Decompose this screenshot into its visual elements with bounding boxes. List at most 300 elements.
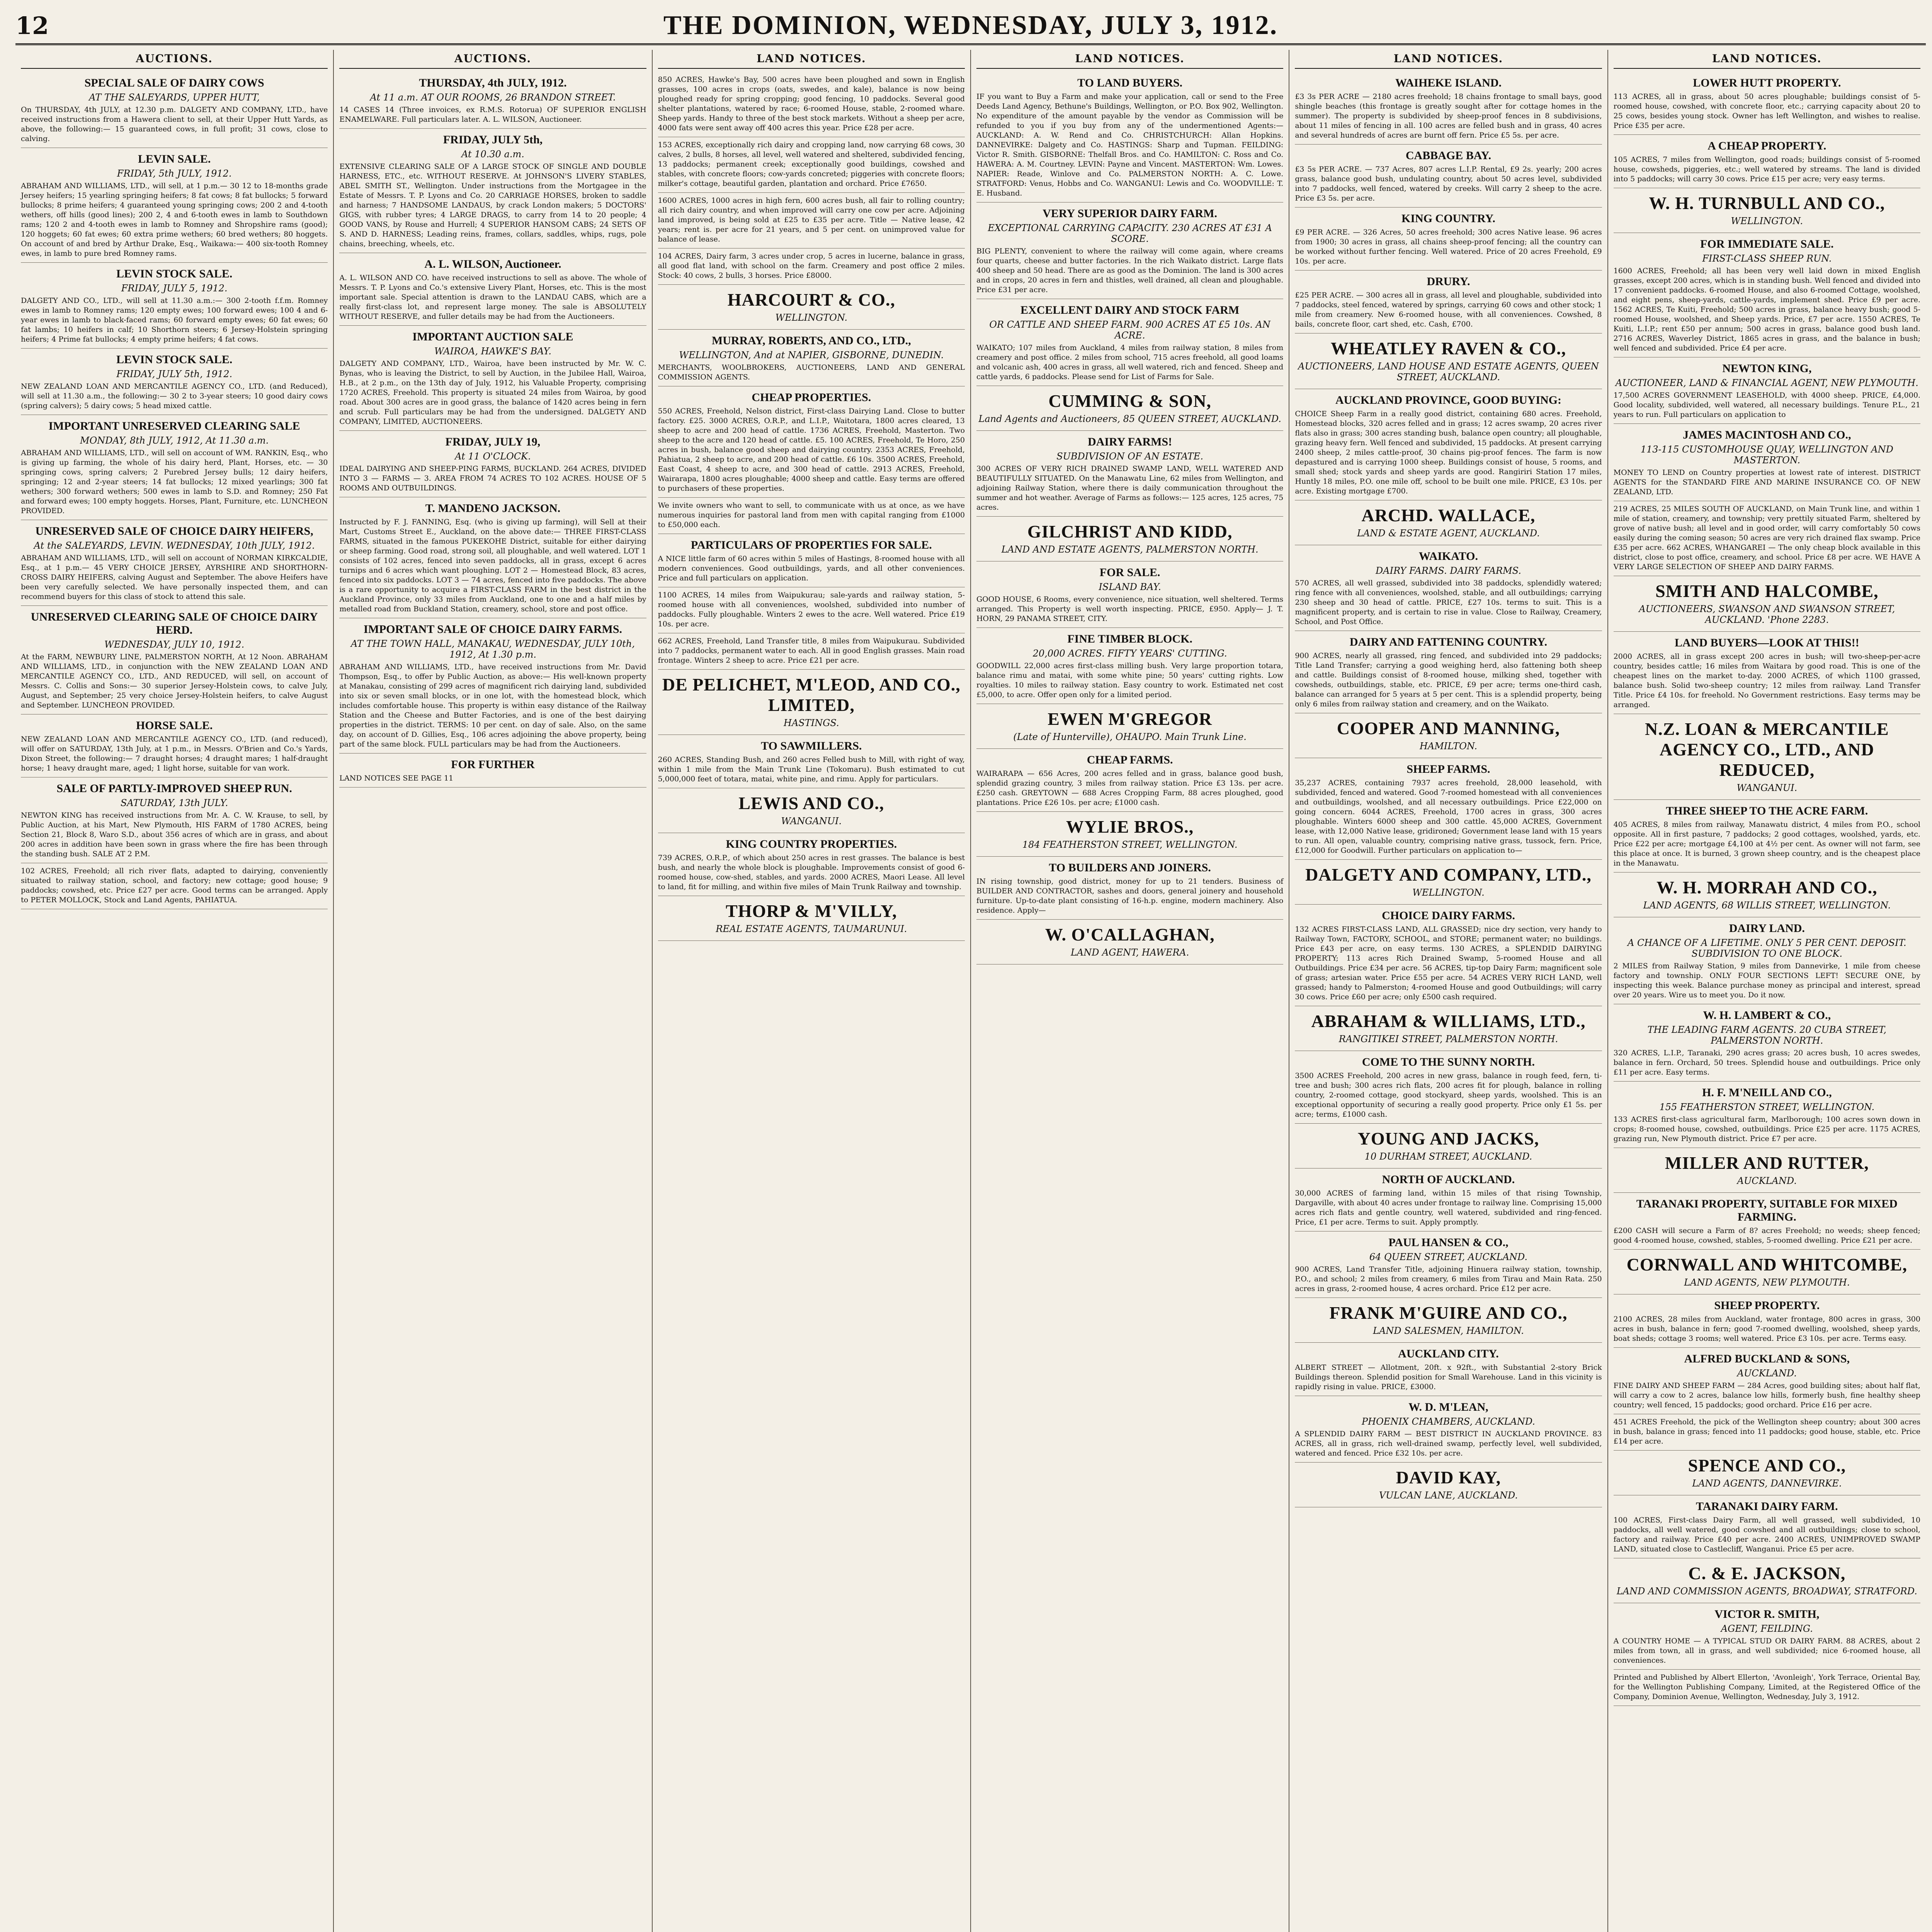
ad-body-text: At the FARM, NEWBURY LINE, PALMERSTON NORTH, At 12 Noon. ABRAHAM AND WILLIAMS, LTD., in conjunction with the NEW ZEALAND LOAN AND MERCANTILE AGENCY CO., LTD., AND REDUCED, will sell, on account of Messrs. C. Collis and Sons:— 30 superior Jersey-Holstein cows, to calve July, August, and September; 25 very choice Jersey-Holstein heifers, to calve August and September. LUNCHEON PROVIDED. [21,653,328,709]
ad-heading: COME TO THE SUNNY NORTH. [1362,1056,1535,1068]
ad-heading: SMITH AND HALCOMBE, [1655,581,1879,601]
ad-body-text: MONEY TO LEND on Country properties at lowest rate of interest. DISTRICT AGENTS for the STANDARD FIRE AND MARINE INSURANCE CO. OF NEW ZEALAND, LTD. [1613,468,1920,496]
ad-body-text: A SPLENDID DAIRY FARM — BEST DISTRICT IN AUCKLAND PROVINCE. 83 ACRES, all in grass, rich well-drained swamp, perfectly level, well subdivided, watered and fenced. Price £32 10s. per acre. [1295,1430,1602,1458]
ad-body-text: 2100 ACRES, 28 miles from Auckland, water frontage, 800 acres in grass, 300 acres in bush, balance in fern; good 7-roomed dwelling, woolshed, sheep yards, boat sheds; cottage 3 rooms; well watered. Price £3 10s. per acre. Terms easy. [1613,1315,1920,1343]
advertisement [1295,758,1602,860]
ad-heading: TO LAND BUYERS. [1077,77,1183,89]
advertisement [658,248,965,285]
masthead [15,8,1926,45]
ad-heading: NORTH OF AUCKLAND. [1382,1173,1515,1186]
ad-body-text: 30,000 ACRES of farming land, within 15 miles of that rising Township, Dargaville, with about 40 acres under frontage to railway line. Comprising 15,000 acres rich flats and gentle country, well watered, subdivided and ring-fenced. Price, £1 per acre. Terms to suit. Apply promptly. [1295,1189,1602,1226]
ad-subheading: WELLINGTON. [1731,216,1803,226]
advertisement [976,517,1283,561]
advertisement [658,386,965,498]
ad-subheading: 10 DURHAM STREET, AUCKLAND. [1364,1151,1532,1162]
advertisement [1614,72,1920,135]
ad-heading: DAIRY AND FATTENING COUNTRY. [1349,636,1548,648]
ad-heading: HORSE SALE. [136,719,213,732]
ad-body-text: 3500 ACRES Freehold, 200 acres in new grass, balance in rough feed, fern, ti-tree and bush; 300 acres rich flats, 200 acres fit for plough, balance in rolling country, 2-roomed cottage, good stockyard, sheep yards, woolshed. This is an exceptional opportunity of securing a really good property. Price only £1 5s. per acre; terms, £1000 cash. [1295,1071,1602,1119]
ad-heading: IMPORTANT SALE OF CHOICE DAIRY FARMS. [363,623,622,636]
ad-heading: FRIDAY, JULY 5th, [443,133,543,146]
ad-heading: MILLER AND RUTTER, [1665,1153,1869,1173]
ad-subheading: 155 FEATHERSTON STREET, WELLINGTON. [1659,1102,1875,1112]
advertisement [1295,500,1602,545]
column-3 [653,50,971,1932]
advertisement [1614,1193,1920,1250]
ad-body-text: EXTENSIVE CLEARING SALE OF A LARGE STOCK OF SINGLE AND DOUBLE HARNESS, ETC., etc. WITHOUT RESERVE. At JOHNSON'S LIVERY STABLES, ABEL SMITH ST., Wellington. Under instructions from the Mortgagee in the Estate of Messrs. T. P. Lyons and Co. 20 CARRIAGE HORSES, broken to saddle and harness; 7 HANDSOME LANDAUS, by crack London makers; 5 DOCTORS' GIGS, with rubber tyres; 4 LARGE DRAGS, to carry from 14 to 20 people; 4 GOOD VANS, by Rouse and Hurrell; 4 SUPERIOR HANSOM CABS; 24 SETS OF S. AND D. HARNESS; Leading reins, frames, collars, saddles, whips, rugs, pole chains, breeching, wheels, etc. [339,162,646,248]
ad-heading: SPENCE AND CO., [1688,1456,1846,1475]
ad-heading: WYLIE BROS., [1066,817,1194,837]
ad-subheading: AUCTIONEERS, SWANSON AND SWANSON STREET, AUCKLAND. 'Phone 2283. [1639,604,1895,625]
ad-body-text: £200 CASH will secure a Farm of 8? acres Freehold; no weeds; sheep fenced; good 4-roomed house, cowshed, stables, 5-roomed dwelling. Price £21 per acre. [1613,1226,1920,1245]
ad-heading: GILCHRIST AND KIDD, [1027,522,1233,541]
advertisement [1614,632,1920,714]
advertisement [1614,1294,1920,1348]
ad-body-text: 900 ACRES, Land Transfer Title, adjoining Hinuera railway station, township, P.O., and school; 2 miles from creamery, 6 miles from Tirau and Main Rata. 250 acres in grass, 2-roomed house, 4 acres orchard. Price £12 per acre. [1295,1265,1602,1293]
ad-subheading: LAND AND COMMISSION AGENTS, BROADWAY, STRATFORD. [1616,1586,1917,1597]
advertisement [1295,545,1602,631]
ad-subheading: LAND & ESTATE AGENT, AUCKLAND. [1357,528,1540,539]
ad-heading: FOR IMMEDIATE SALE. [1700,238,1834,250]
ad-subheading: AGENT, FEILDING. [1721,1623,1813,1634]
advertisement [1295,145,1602,207]
ad-body-text: £3 3s PER ACRE — 2180 acres freehold; 18 chains frontage to small bays, good shingle beaches (this frontage is greatly sought after for cottage homes in the summer). The property is subdivided by sheep-proof fences in 8 subdivisions, about 11 miles of fencing in all. 100 acres are felled bush and in grass, 40 acres and several hundreds of acres are burnt off fern. Price £5 5s. per acre. [1295,92,1602,139]
advertisement [658,330,965,386]
advertisement [1614,1250,1920,1294]
advertisement [658,587,965,633]
ad-heading: LEVIN SALE. [138,153,211,165]
advertisement [21,263,328,349]
ad-heading: KING COUNTRY. [1401,212,1495,225]
advertisement [1614,1603,1920,1670]
advertisement [976,386,1283,431]
ad-subheading: LAND AGENTS, NEW PLYMOUTH. [1684,1277,1850,1288]
ad-subheading: HASTINGS. [784,718,839,728]
advertisement [339,253,646,326]
advertisement [339,618,646,753]
advertisement [339,72,646,129]
ad-body-text: 1600 ACRES, Freehold; all has been very well laid down in mixed English grasses, except 200 acres, which is in standing bush. Well fenced and divided into 17 convenient paddocks. 6-roomed House, and also 6-roomed Cottage, woolshed, and eight pens, sheep-yards, cattle-yards, implement shed. Price £9 per acre. 1562 ACRES, Te Kuiti, Freehold; 500 acres in grass, balance heavy bush; good 5-roomed House, woolshed, and Sheep yards. Price, £7 per acre. 1550 ACRES, Te Kuiti, L.I.P.; rent £50 per annum; 500 acres in grass, balance good bush land. 2716 ACRES, Waverley District, 1865 acres in grass, and the balance in bush; well fenced and subdivided. Price £4 per acre. [1613,267,1920,352]
advertisement [1295,1298,1602,1343]
ad-body-text: 17,500 ACRES GOVERNMENT LEASEHOLD, with 4000 sheep. PRICE, £4,000. Good locality, subdivided, well watered, all necessary buildings. Tenure P.L., 21 years to run. Full particulars on application to [1613,391,1920,419]
ad-body-text: £3 5s PER ACRE. — 737 Acres, 807 acres L.I.P. Rental, £9 2s. yearly; 200 acres grass, balance good bush, undulating country, about 50 acres level, subdivided into 7 paddocks, well fenced, watered by creeks. Will carry 2 sheep to the acre. Price £3 5s. per acre. [1295,165,1602,202]
ad-body-text: 451 ACRES Freehold, the pick of the Wellington sheep country; about 300 acres in bush, balance in grass; fenced into 11 paddocks; good house, stable, etc. Price £14 per acre. [1613,1418,1920,1446]
ad-heading: THORP & M'VILLY, [726,901,897,921]
advertisement [658,137,965,193]
advertisement [976,857,1283,920]
ad-body-text: ABRAHAM AND WILLIAMS, LTD., will sell on account of NORMAN KIRKCALDIE, Esq., at 1 p.m.— 45 VERY CHOICE JERSEY, AYRSHIRE AND SHORTHORN-CROSS DAIRY HEIFERS, calving August and September. The above Heifers have been very carefully selected. We have personally inspected them, and can recommend buyers for this class of stock to attend this sale. [21,554,328,601]
advertisement [976,704,1283,749]
ad-heading: DE PELICHET, M'LEOD, AND CO., LIMITED, [662,675,961,715]
ad-body-text: On THURSDAY, 4th JULY, at 12.30 p.m. DALGETY AND COMPANY, LTD., have received instructions from a Hawera client to sell, at their Upper Hutt Yards, as above, the following:— 15 guaranteed cows, in full profit; 31 cows, close to calving. [21,105,328,143]
ad-body-text: CHOICE Sheep Farm in a really good district, containing 680 acres. Freehold, Homestead blocks, 320 acres felled and in grass; 12 acres swamp, 20 acres river flats also in grass; 300 acres standing bush, balance open country; all ploughable, grazing heavy fern. Well fenced and subdivided, 15 paddocks. At present carrying 2400 sheep, 2 miles cattle-proof, 30 chains pig-proof fences. The farm is now depastured and is carrying 1000 sheep. Buildings consist of house, 5 rooms, and small shed; stock yards and sheep yards are good. Rangiriri Station 17 miles, Huntly 18 miles, P.O. one mile off, school to be built one mile. PRICE, £3 10s. per acre. Existing mortgage £700. [1295,410,1602,495]
advertisement [658,896,965,941]
advertisement [976,920,1283,964]
ad-subheading: 184 FEATHERSTON STREET, WELLINGTON. [1022,839,1238,850]
ad-body-text: Printed and Published by Albert Ellerton, 'Avonleigh', York Terrace, Oriental Bay, for the Wellington Publishing Company, Limited, at the Registered Office of the Company, Dominion Avenue, Wellington, Wednesday, July 3, 1912. [1613,1673,1920,1701]
ad-heading: EXCELLENT DAIRY AND STOCK FARM [1020,304,1240,316]
ad-subheading: SUBDIVISION OF AN ESTATE. [1056,451,1204,462]
advertisement [21,520,328,606]
column-header: LAND NOTICES. [658,50,965,69]
ad-subheading: WAIROA, HAWKE'S BAY. [434,346,552,357]
ad-heading: DAIRY FARMS! [1088,435,1172,448]
ad-heading: DALGETY AND COMPANY, LTD., [1305,865,1592,884]
advertisement [976,431,1283,517]
ad-heading: LEWIS AND CO., [738,793,884,813]
ad-body-text: A COUNTRY HOME — A TYPICAL STUD OR DAIRY FARM. 88 ACRES, about 2 miles from town, all in grass, and well subdivided; nice 6-roomed house, all conveniences. [1613,1637,1920,1665]
ad-subheading: AUCKLAND. [1737,1368,1797,1379]
column-1 [15,50,334,1932]
ad-subheading: FRIDAY, JULY 5, 1912. [121,283,228,294]
ad-body-text: LAND NOTICES SEE PAGE 11 [339,774,454,782]
advertisement [1614,1004,1920,1082]
ad-body-text: IF you want to Buy a Farm and make your application, call or send to the Free Deeds Land Agency, Bethune's Buildings, Wellington, or P.O. Box 902, Wellington. No expenditure of the amount payable by the vendor as Commission will be refunded to you if you buy from any of the undermentioned Agents:— AUCKLAND: A. W. Rend and Co. CHRISTCHURCH: Allan Hopkins. DANNEVIRKE: Dalgety and Co. HASTINGS: Sharp and Tupman. FEILDING: Victor R. Smith. GISBORNE: Thelfall Bros. and Co. HAMILTON: C. Ross and Co. HAWERA: A. M. Courtney. LEVIN: Payne and Vincent. MASTERTON: Wm. Lowes. NAPIER: Reade, Winlove and Co. PALMERSTON NORTH: A. C. Lowe. STRATFORD: Venus, Hobbs and Co. WANGANUI: Lewis and Co. WOODVILLE: T. E. Husband. [976,92,1284,197]
ad-heading: EWEN M'GREGOR [1048,709,1213,729]
ad-body-text: 219 ACRES, 25 MILES SOUTH OF AUCKLAND, on Main Trunk line, and within 1 mile of station, creamery, and township; very prettily situated Farm, sheltered by grove of native bush; all level and in good order, will carry comfortably 50 cows easily during the coming season; 50 acres are very rich drained flax swamp. Price £35 per acre. 662 ACRES, WHANGAREI — The only cheap block available in this district, close to post office, creamery, and school. Price £8 per acre. WE HAVE A VERY LARGE SELECTION OF SHEEP AND DAIRY FARMS. [1613,505,1920,571]
ad-subheading: FRIDAY, 5th JULY, 1912. [117,168,232,179]
advertisement [1295,72,1602,145]
advertisement [1614,1558,1920,1603]
ad-body-text: BIG PLENTY, convenient to where the railway will come again, where creams four quarts, cheese and butter factories. In the rich Waikato district. Large flats 400 sheep and 50 head. There are as good as the Dominion. The land is 300 acres and in crops, 20 acres in fern and thistles, well drained, all clean and ploughable. Price £31 per acre. [976,247,1284,294]
advertisement [1295,713,1602,758]
advertisement [1614,1082,1920,1148]
ad-subheading: EXCEPTIONAL CARRYING CAPACITY. 230 ACRES AT £31 A SCORE. [988,223,1272,244]
ad-body-text: 14 CASES 14 (Three invoices, ex R.M.S. Rotorua) OF SUPERIOR ENGLISH ENAMELWARE. Full particulars later. A. L. WILSON, Auctioneer. [339,105,646,124]
ad-subheading: WEDNESDAY, JULY 10, 1912. [104,639,245,650]
ad-subheading: RANGITIKEI STREET, PALMERSTON NORTH. [1338,1034,1558,1044]
advertisement [658,498,965,534]
advertisement [339,129,646,253]
ad-body-text: 260 ACRES, Standing Bush, and 260 acres Felled bush to Mill, with right of way, within 1 mile from the Main Trunk Line (Tokomaru). Bush estimated to cut 5,000,000 feet of totara, matai, white pine, and rimu. Apply for particulars. [658,755,965,783]
ad-subheading: FIRST-CLASS SHEEP RUN. [1702,253,1832,264]
ad-body-text: 105 ACRES, 7 miles from Wellington, good roads; buildings consist of 5-roomed house, cowsheds, piggeries, etc.; well watered by streams. The land is divided into 5 paddocks; will carry 30 cows. Price £15 per acre; very easy terms. [1613,155,1920,183]
advertisement [1614,1148,1920,1193]
advertisement [976,202,1283,299]
ad-body-text: WAIKATO; 107 miles from Auckland, 4 miles from railway station, 8 miles from creamery and post office. 2 miles from school, 715 acres freehold, all good loams and volcanic ash, 400 acres in grass, all well watered, rich and fenced. Sheep and cattle yards, 6 paddocks. Please send for List of Farms for Sale. [976,344,1284,381]
ad-body-text: NEWTON KING has received instructions from Mr. A. C. W. Krause, to sell, by Public Auction, at his Mart, New Plymouth, HIS FARM of 1780 ACRES, being Section 21, Block 8, Waro S.D., about 356 acres of which are in grass, and about 200 acres in addition have been sown in grass where the fire has been through the standing bush. SALE AT 2 P.M. [21,811,328,858]
ad-heading: TO SAWMILLERS. [761,740,862,752]
ad-heading: CUMMING & SON, [1048,391,1211,411]
ad-body-text: We invite owners who want to sell, to communicate with us at once, as we have numerous inquiries for pastoral land from men with capital ranging from £1000 to £50,000 each. [658,501,965,529]
column-header: LAND NOTICES. [1295,50,1602,69]
ad-subheading: ISLAND BAY. [1099,582,1161,592]
advertisement [976,561,1283,628]
ad-subheading: At 11 a.m. AT OUR ROOMS, 26 BRANDON STREET. [370,92,616,103]
column-header: LAND NOTICES. [976,50,1283,69]
ad-body-text: 153 ACRES, exceptionally rich dairy and cropping land, now carrying 68 cows, 30 calves, 2 bulls, 8 horses, all level, well watered and sheltered, subdivided fencing, 13 paddocks; permanent creek; exceptionally good buildings, cowshed and stables, with concrete floors; cow-yards concreted; piggeries with concrete floors; milker's cottage, beautiful garden, plantation and orchard. Price £7650. [658,141,965,188]
ad-subheading: AT THE SALEYARDS, UPPER HUTT, [89,92,260,103]
ad-subheading: DAIRY FARMS. DAIRY FARMS. [1376,565,1521,576]
column-header: AUCTIONS. [339,50,646,69]
advertisement [1295,1168,1602,1231]
advertisement [1614,135,1920,188]
advertisement [1614,1451,1920,1495]
ad-subheading: WELLINGTON. [775,312,848,323]
ad-body-text: A NICE little farm of 60 acres within 5 miles of Hastings, 8-roomed house with all modern conveniences. Good outbuildings, yards, and all other conveniences. Price and full particulars on application. [658,554,965,582]
advertisement [658,788,965,833]
ad-subheading: REAL ESTATE AGENTS, TAUMARUNUI. [716,923,907,934]
ad-body-text: NEW ZEALAND LOAN AND MERCANTILE AGENCY CO., LTD. (and reduced), will offer on SATURDAY, 13th July, at 1 p.m., in Messrs. O'Brien and Co.'s Yards, Dixon Street, the following:— 7 draught horses; 4 draught mares; 1 half-draught horse; 1 heavy draught mare, aged; 1 light horse, suitable for van work. [21,735,328,772]
ad-body-text: 113 ACRES, all in grass, about 50 acres ploughable; buildings consist of 5-roomed house, cowshed, with concrete floor, etc.; carrying capacity about 20 to 25 cows, besides young stock. Owner has left Wellington, and wishes to realise. Price £35 per acre. [1613,92,1920,130]
newspaper-title: THE DOMINION, WEDNESDAY, JULY 3, 1912. [663,10,1278,40]
ad-heading: LAND BUYERS—LOOK AT THIS!! [1674,636,1859,649]
ad-heading: SHEEP PROPERTY. [1714,1299,1820,1312]
ad-subheading: AUCTIONEERS, LAND HOUSE AND ESTATE AGENTS, QUEEN STREET, AUCKLAND. [1298,361,1599,383]
advertisement [1614,501,1920,576]
advertisement [658,193,965,248]
ad-body-text: 2000 ACRES, all in grass except 200 acres in bush; will two-sheep-per-acre country, besides cattle; 16 miles from Waitara by good road. This is one of the cheapest lines on the market to-day. 2000 ACRES, of which 1100 grassed, balance bush. Solid two-sheep country; 12 miles from railway. Land Transfer Title. Price £4 10s. for freehold. No Government restrictions. Easy terms may be arranged. [1613,652,1920,709]
ad-subheading: 113-115 CUSTOMHOUSE QUAY, WELLINGTON AND MASTERTON. [1640,444,1893,466]
advertisement [976,72,1283,202]
ad-subheading: LAND AND ESTATE AGENTS, PALMERSTON NORTH. [1001,544,1259,555]
advertisement [658,72,965,137]
advertisement [21,777,328,863]
ad-heading: TO BUILDERS AND JOINERS. [1049,861,1211,874]
ad-heading: FOR SALE. [1099,566,1160,579]
ad-subheading: LAND AGENTS, 68 WILLIS STREET, WELLINGTON. [1643,900,1891,911]
ad-body-text: WAIRARAPA — 656 Acres, 200 acres felled and in grass, balance good bush, splendid grazing country, 3 miles from railway station. Price £3 13s. per acre. £250 cash. GREYTOWN — 688 Acres Cropping Farm, 88 acres ploughed, good plantations. Price £26 10s. per acre; £1000 cash. [976,769,1284,807]
advertisement [976,299,1283,386]
ad-heading: KING COUNTRY PROPERTIES. [726,838,897,850]
ad-heading: IMPORTANT UNRESERVED CLEARING SALE [48,420,300,432]
ad-heading: CORNWALL AND WHITCOMBE, [1626,1255,1907,1274]
advertisement [1614,188,1920,233]
advertisement [1295,1231,1602,1298]
ad-heading: W. H. TURNBULL AND CO., [1649,193,1885,213]
advertisement [976,812,1283,857]
ad-heading: AUCKLAND PROVINCE, GOOD BUYING: [1335,394,1561,406]
ad-heading: CABBAGE BAY. [1405,149,1492,162]
ad-body-text: 1600 ACRES, 1000 acres in high fern, 600 acres bush, all fair to rolling country; all rich dairy country, and when improved will carry one cow per acre. Adjoining land improved, is being sold at £25 to £35 per acre. Title — Native lease, 42 years; rent is. per acre for 21 years, and 5 per cent. on unimproved value for balance of lease. [658,196,965,243]
ad-body-text: DALGETY AND COMPANY, LTD., Wairoa, have been instructed by Mr. W. C. Bynas, who is leaving the District, to sell by Auction, in the Jubilee Hall, Wairoa, H.B., at 2 p.m., on the 13th day of July, 1912, his Valuable Property, comprising 1720 ACRES, Freehold. This property is situated 24 miles from Wairoa, by good road. About 300 acres are in good grass, the balance of 1420 acres being in fern and scrub. Full particulars may be had from the undersigned. DALGETY AND COMPANY, LIMITED, AUCTIONEERS. [339,359,646,426]
ad-heading: FINE TIMBER BLOCK. [1067,633,1192,645]
advertisement [1614,872,1920,917]
ad-heading: HARCOURT & CO., [727,290,895,310]
ad-subheading: MONDAY, 8th JULY, 1912, At 11.30 a.m. [80,435,269,446]
ad-subheading: SATURDAY, 13th JULY. [121,798,228,808]
ad-subheading: THE LEADING FARM AGENTS. 20 CUBA STREET, PALMERSTON NORTH. [1647,1024,1887,1046]
ad-body-text: ABRAHAM AND WILLIAMS, LTD., will sell, at 1 p.m.— 30 12 to 18-months grade Jersey heifers; 15 yearling springing heifers; 8 fat cows; 8 fat bullocks; 5 forward bullocks; 8 prime heifers; 4 guaranteed young springing cows; 200 2 and 4-tooth wethers, off hills (good lines); 200 2, 4 and 6-tooth ewes in lamb to Southdown rams; 120 2 and 4-tooth ewes in lamb to Romney and Shropshire rams (good); 120 hoggets; 60 fat ewes; 60 extra prime wethers; 60 bred wethers; 80 hoggets. On account of and bred by Arthur Drake, Esq., Waikawa:— 400 six-tooth Romney ewes, in lamb to pure bred Romney rams. [21,182,328,258]
ad-heading: A CHEAP PROPERTY. [1708,139,1827,152]
ad-body-text: 132 ACRES FIRST-CLASS LAND, ALL GRASSED; nice dry section, very handy to Railway Town, FACTORY, SCHOOL, and STORE; permanent water; no buildings. Price £43 per acre, on easy terms. 130 ACRES, a SPLENDID DAIRYING PROPERTY; 113 acres Rich Drained Swamp, 5-roomed House and all Outbuildings. Price £34 per acre. 56 ACRES, tip-top Dairy Farm; magnificent sole of grass; artesian water. Price £55 per acre. 54 ACRES VERY RICH LAND, well grassed; handy to Palmerston; 4-roomed House and good Outbuildings; will carry 30 cows. Price £60 per acre; only £500 cash required. [1295,925,1602,1001]
ad-heading: CHOICE DAIRY FARMS. [1382,909,1515,922]
advertisement [21,606,328,714]
ad-heading: TARANAKI DAIRY FARM. [1696,1500,1838,1513]
column-5 [1289,50,1608,1932]
advertisement [1295,1124,1602,1168]
ad-subheading: WELLINGTON. [1412,887,1485,898]
ad-subheading: AT THE TOWN HALL, MANAKAU, WEDNESDAY, JULY 10th, 1912, At 1.30 p.m. [351,638,635,660]
advertisement [1295,905,1602,1006]
advertisement [21,349,328,415]
ad-heading: CHEAP FARMS. [1087,753,1173,766]
ad-heading: SPECIAL SALE OF DAIRY COWS [84,77,264,89]
ad-heading: WAIKATO. [1418,550,1478,563]
ad-heading: T. MANDENO JACKSON. [425,502,561,515]
ad-body-text: £25 PER ACRE. — 300 acres all in grass, all level and ploughable, subdivided into 7 paddocks, steel fenced, watered by springs, carrying 60 cows and other stock; 1 mile from creamery. New 6-roomed house, with all conveniences. Cowshed, 8 bails, concrete floor, cart shed, etc. Cash, £700. [1295,291,1602,328]
advertisement [339,326,646,431]
advertisement [976,749,1283,812]
advertisement [21,148,328,263]
advertisement [1295,1396,1602,1463]
ad-subheading: (Late of Hunterville), OHAUPO. Main Trunk Line. [1013,731,1247,742]
ad-body-text: 662 ACRES, Freehold, Land Transfer title, 8 miles from Waipukurau. Subdivided into 7 paddocks, permanent water to each. All in good English grasses. Main road frontage. Winters 2 sheep to acre. Price £21 per acre. [658,637,965,665]
advertisement [1295,631,1602,713]
advertisement [1295,1343,1602,1396]
advertisement [976,628,1283,704]
ad-heading: NEWTON KING, [1722,362,1812,375]
column-2 [334,50,652,1932]
advertisement [658,833,965,896]
advertisement [1295,1051,1602,1124]
advertisement [658,633,965,670]
ad-heading: TARANAKI PROPERTY, SUITABLE FOR MIXED FARMING. [1636,1197,1898,1223]
advertisement [1614,1670,1920,1706]
ad-body-text: 405 ACRES, 8 miles from railway, Manawatu district, 4 miles from P.O., school opposite. All in first pasture, 7 paddocks; 2 good cottages, woolshed, yards, etc. Price £22 per acre; mortgage £4,100 at 4½ per cent. As owner will not farm, see this place at once. It is burned, 3 grown sheep country, and is the cheapest place in the Manawatu. [1613,820,1920,867]
ad-subheading: At 11 O'CLOCK. [455,451,531,462]
advertisement [21,863,328,909]
ad-subheading: At 10.30 a.m. [461,149,524,160]
ad-heading: JAMES MACINTOSH AND CO., [1683,429,1851,441]
ad-heading: CHEAP PROPERTIES. [752,391,871,404]
advertisement [1295,1006,1602,1051]
advertisement [21,714,328,777]
ad-body-text: FINE DAIRY AND SHEEP FARM — 284 Acres, good building sites; about half flat, will carry a cow to 2 acres, balance low hills, formerly bush, fine healthy sheep country; well fenced, 15 paddocks; good orchard. Price £16 per acre. [1613,1381,1920,1409]
ad-heading: LEVIN STOCK SALE. [116,353,233,366]
ad-heading: ABRAHAM & WILLIAMS, LTD., [1311,1011,1586,1031]
ad-body-text: 320 ACRES, L.I.P., Taranaki, 290 acres grass; 20 acres bush, 10 acres swedes, balance in fern. Orchard, 50 trees. Splendid house and outbuildings. Price only £11 per acre. Easy terms. [1613,1049,1920,1077]
ad-body-text: IDEAL DAIRYING AND SHEEP-PING FARMS, BUCKLAND. 264 ACRES, DIVIDED INTO 3 — FARMS — 3. AREA FROM 74 ACRES TO 102 ACRES. HOUSE OF 5 ROOMS AND OUTBUILDINGS. [339,464,646,492]
ad-subheading: AUCKLAND. [1737,1175,1797,1186]
ad-subheading: A CHANCE OF A LIFETIME. ONLY 5 PER CENT. DEPOSIT. SUBDIVISION TO ONE BLOCK. [1628,937,1906,959]
column-header: AUCTIONS. [21,50,328,69]
ad-subheading: VULCAN LANE, AUCKLAND. [1379,1490,1518,1501]
ad-subheading: HAMILTON. [1419,741,1478,752]
ad-heading: SHEEP FARMS. [1406,763,1490,776]
ad-heading: YOUNG AND JACKS, [1357,1129,1539,1148]
advertisement [658,534,965,587]
ad-heading: IMPORTANT AUCTION SALE [412,330,573,343]
ad-body-text: GOOD HOUSE, 6 Rooms, every convenience, nice situation, well sheltered. Terms arranged. This Property is well worth inspecting. PRICE, £950. Apply— J. T. HORN, 29 PANAMA STREET, CITY. [976,595,1284,623]
ad-heading: W. H. MORRAH AND CO., [1656,878,1878,897]
ad-body-text: 1100 ACRES, 14 miles from Waipukurau; sale-yards and railway station, 5-roomed house with all conveniences, woolshed, subdivided into number of paddocks. Fully ploughable. Winters 2 ewes to the acre. Well watered. Price £19 10s. per acre. [658,591,965,628]
ad-heading: VICTOR R. SMITH, [1714,1608,1820,1621]
ad-heading: W. H. LAMBERT & CO., [1703,1009,1831,1022]
ad-heading: VERY SUPERIOR DAIRY FARM. [1043,207,1218,220]
ad-heading: DRURY. [1427,275,1470,288]
ad-heading: C. & E. JACKSON, [1688,1563,1846,1583]
ad-body-text: NEW ZEALAND LOAN AND MERCANTILE AGENCY CO., LTD. (and Reduced), will sell at 11.30 a.m., the following:— 30 2 to 3-year steers; 10 good dairy cows (spring calvers); 5 dairy cows; 5 head mixed cattle. [21,382,328,410]
advertisement [339,497,646,618]
ad-heading: SALE OF PARTLY-IMPROVED SHEEP RUN. [56,782,292,795]
advertisement [1614,424,1920,501]
ad-heading: UNRESERVED SALE OF CHOICE DAIRY HEIFERS, [35,525,313,537]
ad-heading: PAUL HANSEN & CO., [1388,1236,1509,1249]
ad-subheading: WELLINGTON, And at NAPIER, GISBORNE, DUNEDIN. [679,350,944,361]
ad-heading: LEVIN STOCK SALE. [116,267,233,280]
ad-heading: AUCKLAND CITY. [1398,1347,1499,1360]
ad-heading: THREE SHEEP TO THE ACRE FARM. [1666,804,1868,817]
ad-subheading: AUCTIONEER, LAND & FINANCIAL AGENT, NEW PLYMOUTH. [1615,378,1918,388]
advertisement [1295,207,1602,270]
ad-subheading: LAND SALESMEN, HAMILTON. [1373,1325,1524,1336]
ad-heading: WHEATLEY RAVEN & CO., [1330,338,1566,358]
advertisement [658,285,965,330]
advertisement [1295,860,1602,905]
ad-body-text: ALBERT STREET — Allotment, 20ft. x 92ft., with Substantial 2-story Brick Buildings thereon. Splendid position for Small Warehouse. Land in this vicinity is rapidly rising in value. PRICE, £3000. [1295,1363,1602,1391]
ad-heading: H. F. M'NEILL AND CO., [1702,1086,1832,1099]
ad-body-text: 2 MILES from Railway Station, 9 miles from Dannevirke, 1 mile from cheese factory and township. ONLY FOUR SECTIONS LEFT! SECURE ONE, by inspecting this week. Balance purchase money as principal and interest, spread over 20 years. Wire us to meet you. Do it now. [1613,962,1920,999]
ad-heading: UNRESERVED CLEARING SALE OF CHOICE DAIRY HERD. [31,611,318,636]
ad-heading: LOWER HUTT PROPERTY. [1693,77,1841,89]
advertisement [1614,1414,1920,1451]
ad-subheading: LAND AGENTS, DANNEVIRKE. [1692,1478,1842,1489]
ad-heading: W. D. M'LEAN, [1408,1401,1488,1413]
advertisement [1614,233,1920,357]
ad-subheading: FRIDAY, JULY 5th, 1912. [116,369,233,379]
ad-heading: WAIHEKE ISLAND. [1395,77,1502,89]
advertisement [1614,1495,1920,1558]
ad-body-text: ABRAHAM AND WILLIAMS, LTD., will sell on account of WM. RANKIN, Esq., who is giving up farming, the whole of his dairy herd, Plant, Horses, etc. — 30 springing cows, spring calvers; 2 Purebred Jersey bulls; 12 dairy heifers, springing; 12 and 2-year steers; 14 fat bullocks; 12 mixed yearlings; 300 fat wethers; 300 forward wethers; 500 ewes in lamb to S.D. and Romney; 250 Fat and forward ewes; 100 empty hoggets. Horses, Plant, Furniture, etc. LUNCHEON PROVIDED. [21,449,328,515]
advertisement [1614,357,1920,424]
ad-body-text: 739 ACRES, O.R.P., of which about 250 acres in rest grasses. The balance is best bush, and nearly the whole block is ploughable. Improvements consist of good 6-roomed house, cow-shed, stables, and yards. 2000 ACRES, Maori Lease. All level to land, fit for milling, and within five miles of Main Trunk Railway and township. [658,854,965,891]
ad-heading: FOR FURTHER [451,758,535,771]
ad-heading: DAVID KAY, [1396,1468,1501,1487]
advertisement [1295,270,1602,333]
ad-body-text: IN rising township, good district, money for up to 21 tenders. Business of BUILDER AND CONTRACTOR, sashes and doors, general joinery and household furniture. Up-to-date plant consisting of 16-h.p. engine, modern machinery. Also residence. Apply— [976,877,1284,915]
ad-heading: W. O'CALLAGHAN, [1045,925,1215,944]
ad-heading: THURSDAY, 4th JULY, 1912. [419,77,567,89]
columns-container [15,50,1926,1932]
ad-body-text: A. L. WILSON AND CO. have received instructions to sell as above. The whole of Messrs. T. P. Lyons and Co.'s extensive Livery Plant, Horses, etc. This is the most important sale. Special attention is drawn to the LANDAU CABS, which are a really first-class lot, and represent large money. The sale is ABSOLUTELY WITHOUT RESERVE, and fuller details may be had from the Auctioneers. [339,274,646,321]
ad-heading: ARCHD. WALLACE, [1361,505,1536,525]
ad-heading: A. L. WILSON, Auctioneer. [424,258,561,270]
column-6 [1608,50,1926,1932]
advertisement [21,72,328,148]
ad-subheading: PHOENIX CHAMBERS, AUCKLAND. [1362,1416,1535,1427]
page-number: 12 [15,11,49,40]
ad-heading: PARTICULARS OF PROPERTIES FOR SALE. [690,539,932,551]
ad-heading: MURRAY, ROBERTS, AND CO., LTD., [711,334,911,347]
ad-heading: FRANK M'GUIRE AND CO., [1329,1303,1568,1323]
ad-subheading: LAND AGENT, HAWERA. [1070,947,1189,958]
advertisement [1614,576,1920,632]
ad-body-text: DALGETY AND CO., LTD., will sell at 11.30 a.m.:— 300 2-tooth f.f.m. Romney ewes in lamb to Romney rams; 120 empty ewes; 100 forward ewes; 100 4 and 6-year ewes in lamb to black-faced rams; 60 forward empty ewes; 60 fat ewes; 60 fat lambs; 10 heifers in calf; 10 Shorthorn steers; 6 Jersey-Holstein springing heifers; 4 Prime fat bullocks; 4 empty prime heifers; 4 fat cows. [21,296,328,344]
column-header: LAND NOTICES. [1614,50,1920,69]
advertisement [339,431,646,497]
advertisement [1295,1463,1602,1507]
ad-body-text: ABRAHAM AND WILLIAMS, LTD., have received instructions from Mr. David Thompson, Esq., to offer by Public Auction, as above:— His well-known property at Manakau, consisting of 299 acres of magnificent rich dairying land, subdivided into six or seven small blocks, or in one lot, with the homestead block, which includes comfortable house. This property is within easy distance of the Railway Station and the Cheese and Butter Factories, and is one of the best dairying properties in the district. TERMS: 10 per cent. on day of sale. Also, on the same day, on account of D. Gillies, Esq., 106 acres adjoining the above property, being part of the same block. FULL particulars may be had from the Auctioneers. [339,663,646,748]
advertisement [1295,389,1602,500]
ad-subheading: WANGANUI. [1736,782,1798,793]
advertisement [1614,800,1920,872]
ad-body-text: 100 ACRES, First-class Dairy Farm, all well grassed, well subdivided, 10 paddocks, all well watered, good cowshed and all outbuildings; close to school, factory and railway. Price £40 per acre. 2400 ACRES, UNIMPROVED SWAMP LAND, situated close to Castlecliff, Wanganui. Price £5 per acre. [1613,1516,1920,1553]
advertisement [1614,917,1920,1004]
ad-heading: N.Z. LOAN & MERCANTILE AGENCY CO., LTD., AND REDUCED, [1645,719,1889,780]
ad-body-text: 102 ACRES, Freehold; all rich river flats, adapted to dairying, conveniently situated to railway station, school, and factory; new cottage; good house; 9 paddocks; cowshed, etc. Price £27 per acre. Good terms can be arranged. Apply to PETER MOLLOCK, Stock and Land Agents, PAHIATUA. [21,867,328,904]
ad-body-text: MERCHANTS, WOOLBROKERS, AUCTIONEERS, LAND AND GENERAL COMMISSION AGENTS. [658,363,965,381]
ad-body-text: 570 ACRES, all well grassed, subdivided into 38 paddocks, splendidly watered; ring fence with all conveniences, woolshed, stable, and all outbuildings; carrying 230 sheep and 30 head of cattle. PRICE, £27 10s. terms to suit. This is a magnificent property, and is certain to rise in value. Close to Railway, Creamery, School, and Post Office. [1295,579,1602,626]
ad-body-text: 35,237 ACRES, containing 7937 acres freehold, 28,000 leasehold, with subdivided, fenced and watered. Good 7-roomed homestead with all conveniences and outbuildings, woolshed, and all necessary outbuildings. Price £22,000 on going concern. 6044 ACRES, Freehold, 1700 acres in grass, 300 acres ploughable. Winters 6000 sheep and 300 cattle. 45,000 ACRES, Government lease, with 12,000 Native lease, gridironed; Government lease land with 15 years to run. All open, valuable country, comprising native grass, tussock, fern. Price, £12,000 for Goodwill. Further particulars on application to— [1295,779,1602,855]
ad-heading: DAIRY LAND. [1729,922,1805,935]
ad-body-text: 550 ACRES, Freehold, Nelson district, First-class Dairying Land. Close to butter factory. £25. 3000 ACRES, O.R.P., and L.I.P., Waitotara, 1800 acres cleared, 13 sheep to acre and 200 head of cattle. 1736 ACRES, Freehold, Masterton. Two sheep to the acre and 120 head of cattle. £5. 100 ACRES, Freehold, Te Horo, 250 acres in bush, balance good sheep and dairying country. 2353 ACRES, Freehold, Pahiatua, 2 sheep to acre, and 200 head of cattle. £6 10s. 3500 ACRES, Freehold, East Coast, 4 sheep to acre, and 300 head of cattle. 2913 ACRES, Freehold, Wairarapa, 1800 acres ploughable; 4000 sheep and cattle. Easy terms are offered to purchasers of these properties. [658,407,965,493]
advertisement [658,670,965,735]
ad-body-text: £9 PER ACRE. — 326 Acres, 50 acres freehold; 300 acres Native lease. 96 acres from 1900; 30 acres in grass, all chains sheep-proof fencing; all the country can be worked without further fencing. Well watered. Price of 20 acres Freehold, £9 10s. per acre. [1295,228,1602,265]
ad-subheading: Land Agents and Auctioneers, 85 QUEEN STREET, AUCKLAND. [978,413,1281,424]
ad-body-text: 900 ACRES, nearly all grassed, ring fenced, and subdivided into 29 paddocks; Title Land Transfer; carrying a good weighing herd, also fattening both sheep and cattle. Buildings consist of 8-roomed house, milking shed, together with cowsheds, outbuildings, stable, etc. PRICE, £9 per acre; terms one-third cash, balance can arranged for 5 years at 5 per cent. This is a splendid property, being only 6 miles from railway station and creamery, and on the Waikato. [1295,651,1602,708]
ad-subheading: 20,000 ACRES. FIFTY YEARS' CUTTING. [1032,648,1227,659]
